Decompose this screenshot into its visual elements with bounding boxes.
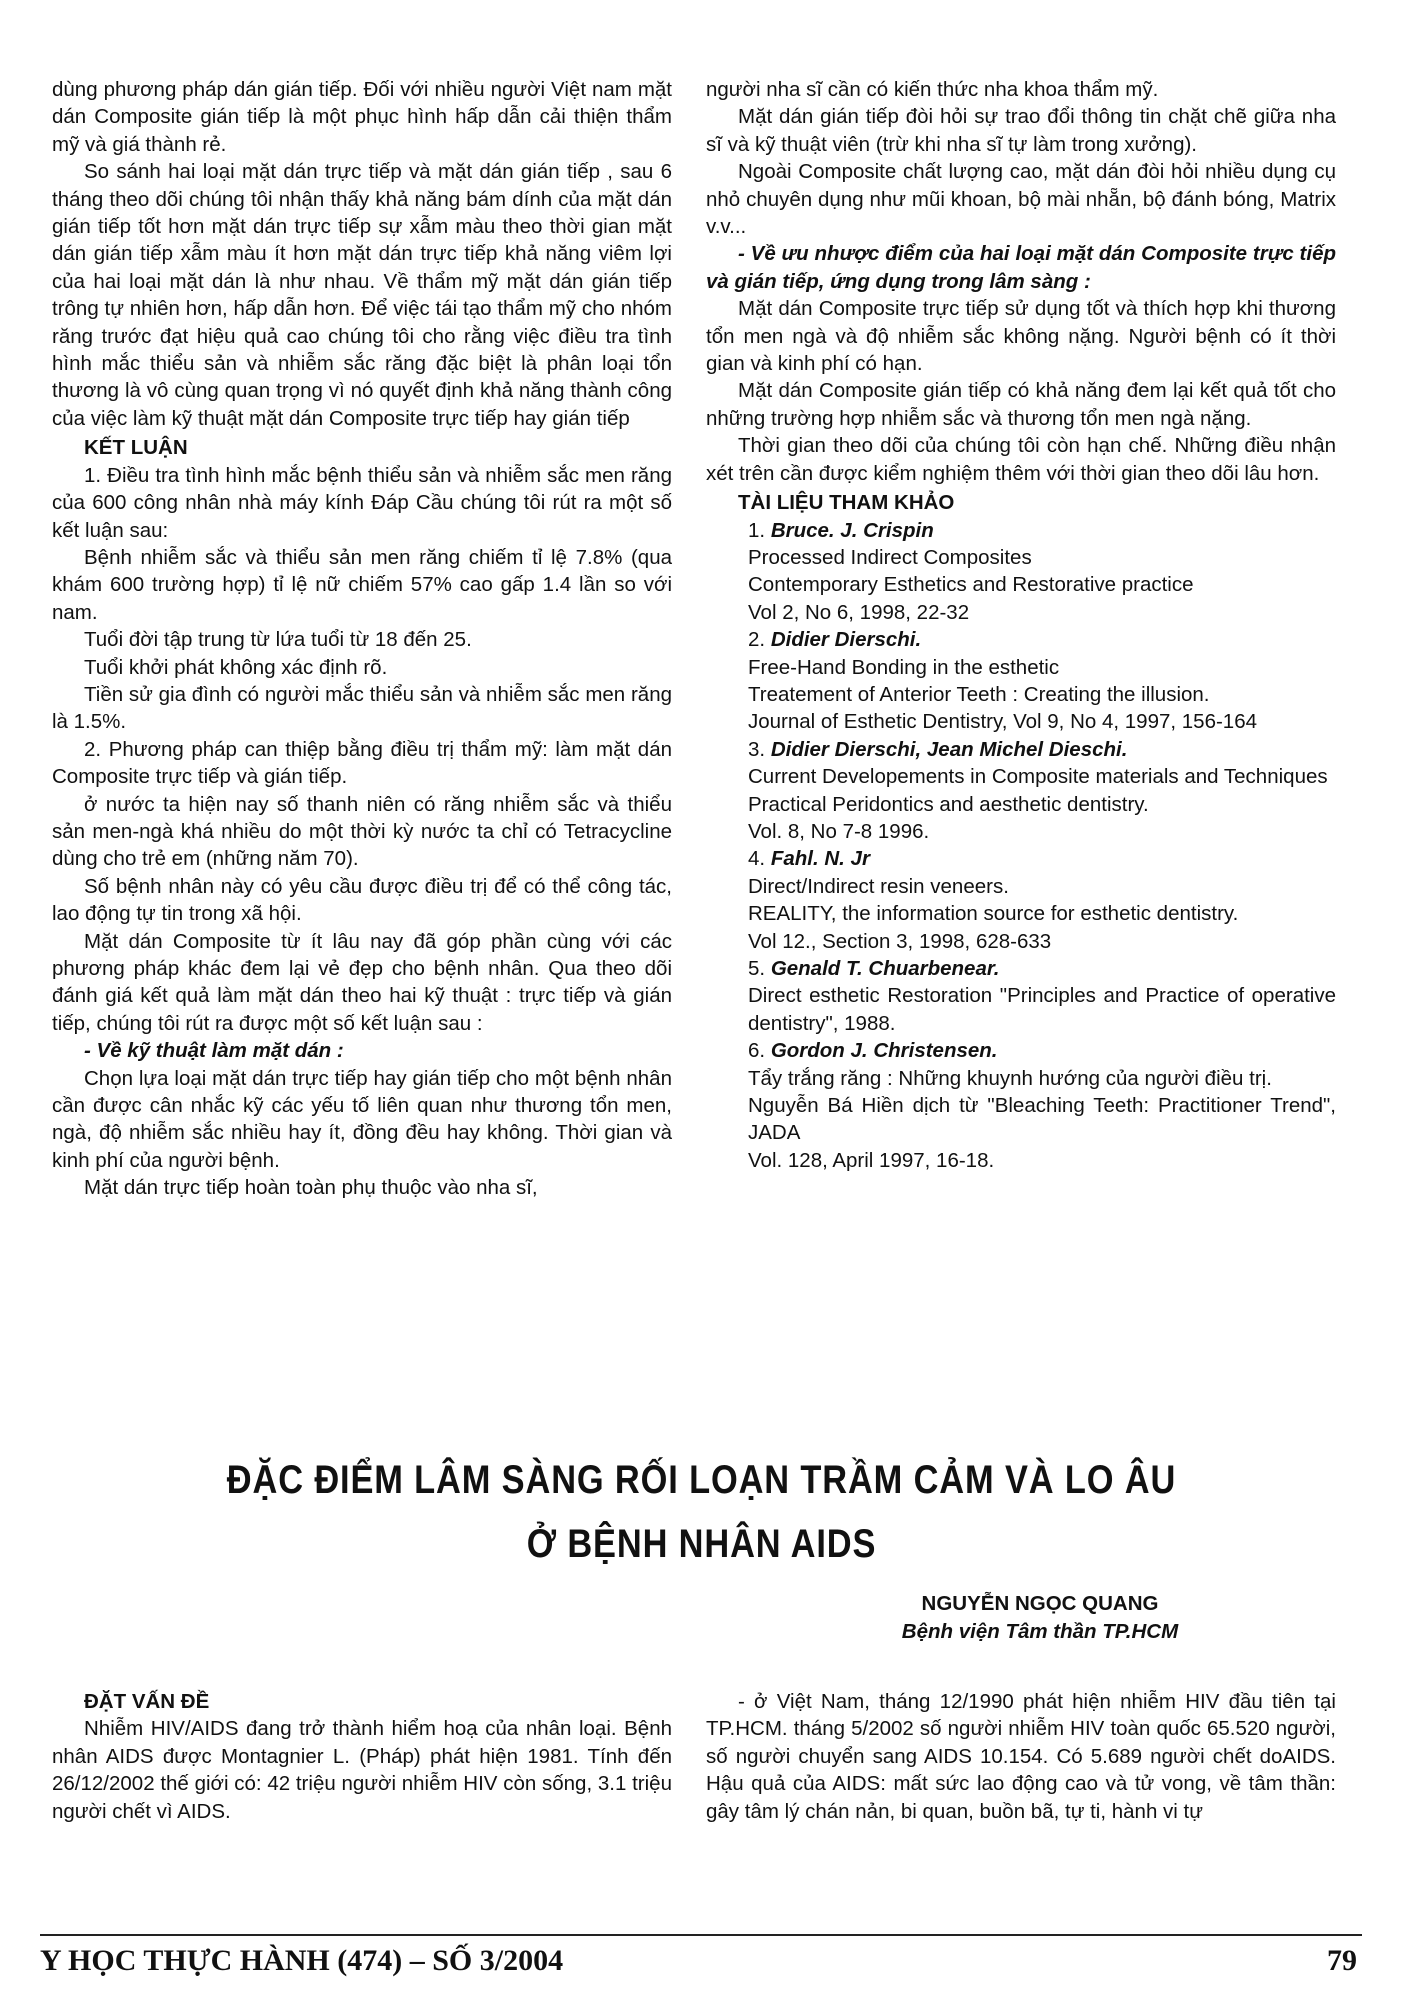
reference-author-line	[706, 736, 1336, 763]
body-paragraph: Ngoài Composite chất lượng cao, mặt dán đòi hỏi nhiều dụng cụ nhỏ chuyên dụng như mũi khoan, bộ mài nhẵn, bộ đánh bóng, Matrix v.v...	[706, 160, 1336, 239]
reference-line: Nguyễn Bá Hiền dịch từ "Bleaching Teeth: Practitioner Trend", JADA	[748, 1094, 1336, 1145]
body-paragraph: Mặt dán trực tiếp hoàn toàn phụ thuộc vào nha sĩ,	[84, 1176, 538, 1200]
body-paragraph: Mặt dán gián tiếp đòi hỏi sự trao đổi thông tin chặt chẽ giữa nha sĩ và kỹ thuật viên (trừ khi nha sĩ tự làm trong xưởng).	[706, 105, 1336, 156]
reference-line: Current Developements in Composite materials and Techniques	[748, 765, 1328, 789]
reference-author: Bruce. J. Crispin	[770, 518, 934, 542]
reference-list	[706, 517, 1336, 1175]
left-column-bottom	[52, 1688, 672, 1825]
body-paragraph: Mặt dán Composite từ ít lâu nay đã góp phần cùng với các phương pháp khác đem lại vẻ đẹp cho bệnh nhân. Qua theo dõi đánh giá kết quả làm mặt dán theo hai kỹ thuật : trực tiếp và gián tiếp, chúng tôi rút ra được một số kết luận sau :	[52, 929, 672, 1035]
body-paragraph: Số bệnh nhân này có yêu cầu được điều trị để có thể công tác, lao động tự tin trong xã hội.	[52, 874, 672, 926]
reference-line: Journal of Esthetic Dentistry, Vol 9, No 4, 1997, 156-164	[748, 710, 1257, 734]
reference-author-line	[706, 626, 1336, 653]
body-paragraph: 1. Điều tra tình hình mắc bệnh thiểu sản và nhiễm sắc men răng của 600 công nhân nhà máy kính Đáp Cầu chúng tôi rút ra một số kết luận sau:	[52, 463, 672, 542]
journal-footer: Y HỌC THỰC HÀNH (474) – SỐ 3/2004	[40, 1944, 564, 1977]
body-paragraph: Bệnh nhiễm sắc và thiểu sản men răng chiếm tỉ lệ 7.8% (qua khám 600 trường hợp) tỉ lệ nữ chiếm 57% cao gấp 1.4 lần so với nam.	[52, 545, 672, 624]
section-heading: ĐẶT VẤN ĐỀ	[84, 1690, 210, 1713]
reference-item	[706, 736, 1336, 846]
article-title-line-1: ĐẶC ĐIỂM LÂM SÀNG RỐI LOẠN TRẦM CẢM VÀ LO ÂU	[226, 1458, 1177, 1502]
reference-line: Free-Hand Bonding in the esthetic	[748, 655, 1060, 679]
reference-item	[706, 626, 1336, 736]
body-paragraph: Mặt dán Composite gián tiếp có khả năng đem lại kết quả tốt cho những trường hợp nhiễm sắc và thương tổn men ngà nặng.	[706, 379, 1336, 430]
footer-divider	[40, 1934, 1362, 1936]
body-paragraph: Mặt dán Composite trực tiếp sử dụng tốt và thích hợp khi thương tổn men ngà và độ nhiễm sắc không nặng. Người bệnh có ít thời gian và kinh phí có hạn.	[706, 297, 1336, 376]
reference-line: Direct esthetic Restoration "Principles and Practice of operative dentistry", 1988.	[748, 984, 1336, 1035]
reference-item	[706, 1037, 1336, 1174]
article-title-line-2: Ở BỆNH NHÂN AIDS	[526, 1522, 877, 1566]
article-title	[98, 1448, 1305, 1576]
section-heading: TÀI LIỆU THAM KHẢO	[738, 491, 955, 515]
reference-line: Practical Peridontics and aesthetic dentistry.	[748, 792, 1149, 816]
subsection-heading: - Về kỹ thuật làm mặt dán :	[84, 1039, 344, 1063]
reference-line: Tẩy trắng răng : Những khuynh hướng của người điều trị.	[748, 1066, 1272, 1090]
reference-item	[706, 845, 1336, 955]
reference-line: Vol 2, No 6, 1998, 22-32	[748, 600, 970, 624]
right-column-bottom	[706, 1688, 1336, 1825]
author-block	[860, 1590, 1220, 1646]
reference-author: Fahl. N. Jr	[770, 847, 870, 871]
reference-line: Vol. 8, No 7-8 1996.	[748, 819, 930, 843]
reference-author: Genald T. Chuarbenear.	[770, 957, 1000, 980]
reference-author: Didier Dierschi.	[770, 628, 922, 652]
body-paragraph: Nhiễm HIV/AIDS đang trở thành hiểm hoạ của nhân loại. Bệnh nhân AIDS được Montagnier L. (Pháp) phát hiện 1981. Tính đến 26/12/2002 thế giới có: 42 triệu người nhiễm HIV còn sống, 3.1 triệu người chết vì AIDS.	[52, 1717, 672, 1823]
left-column-top	[52, 76, 672, 1202]
section-heading: KẾT LUẬN	[84, 436, 188, 460]
body-paragraph: người nha sĩ cần có kiến thức nha khoa thẩm mỹ.	[706, 78, 1159, 101]
reference-line: REALITY, the information source for esthetic dentistry.	[748, 902, 1239, 926]
reference-number: 4.	[748, 847, 766, 871]
author-name: NGUYỄN NGỌC QUANG	[921, 1592, 1159, 1615]
subsection-heading: - Về ưu nhược điểm của hai loại mặt dán Composite trực tiếp và gián tiếp, ứng dụng trong lâm sàng :	[706, 242, 1336, 293]
reference-item	[706, 517, 1336, 627]
right-column-top	[706, 76, 1336, 1174]
reference-line: Vol. 128, April 1997, 16-18.	[748, 1148, 995, 1172]
reference-line: Direct/Indirect resin veneers.	[748, 874, 1009, 898]
author-affiliation: Bệnh viện Tâm thần TP.HCM	[901, 1620, 1179, 1643]
reference-number: 2.	[748, 628, 766, 652]
reference-number: 1.	[748, 518, 766, 542]
body-paragraph: Tuổi khởi phát không xác định rõ.	[84, 655, 388, 679]
reference-number: 6.	[748, 1039, 766, 1063]
reference-author: Gordon J. Christensen.	[770, 1039, 998, 1063]
body-paragraph: Chọn lựa loại mặt dán trực tiếp hay gián tiếp cho một bệnh nhân cần được cân nhắc kỹ các yếu tố liên quan như thương tổn men, ngà, độ nhiễm sắc nhiều hay ít, đồng đều hay không. Thời gian và kinh phí của người bệnh.	[52, 1066, 672, 1172]
reference-line: Processed Indirect Composites	[748, 545, 1032, 569]
body-paragraph: Tuổi đời tập trung từ lứa tuổi từ 18 đến 25.	[84, 628, 472, 652]
body-paragraph: dùng phương pháp dán gián tiếp. Đối với nhiều người Việt nam mặt dán Composite gián tiếp là một phục hình hấp dẫn cải thiện thẩm mỹ và giá thành rẻ.	[52, 78, 672, 156]
body-paragraph: 2. Phương pháp can thiệp bằng điều trị thẩm mỹ: làm mặt dán Composite trực tiếp và gián tiếp.	[52, 737, 672, 789]
reference-line: Contemporary Esthetics and Restorative practice	[748, 573, 1194, 597]
body-paragraph: So sánh hai loại mặt dán trực tiếp và mặt dán gián tiếp , sau 6 tháng theo dõi chúng tôi nhận thấy khả năng bám dính của mặt dán gián tiếp tốt hơn mặt dán trực tiếp sự xẫm màu theo thời gian mặt dán gián tiếp xẫm màu ít hơn mặt dán trực tiếp khả năng viêm lợi của hai loại mặt dán là như nhau. Về thẩm mỹ mặt dán gián tiếp trông tự nhiên hơn, hấp dẫn hơn. Để việc tái tạo thẩm mỹ cho nhóm răng trước đạt hiệu quả cao chúng tôi cho rằng việc điều tra tình hình mắc thiểu sản và nhiễm sắc răng đặc biệt là phân loại tổn thương là vô cùng quan trọng vì nó quyết định khả năng thành công của việc làm kỹ thuật mặt dán Composite trực tiếp hay gián tiếp	[52, 160, 672, 430]
reference-author-line	[706, 955, 1336, 982]
reference-line: Treatement of Anterior Teeth : Creating the illusion.	[748, 682, 1210, 706]
body-paragraph: Thời gian theo dõi của chúng tôi còn hạn chế. Những điều nhận xét trên cần được kiểm nghiệm thêm với thời gian theo dõi lâu hơn.	[706, 434, 1336, 485]
body-paragraph: Tiền sử gia đình có người mắc thiểu sản và nhiễm sắc men răng là 1.5%.	[52, 682, 672, 734]
reference-line: Vol 12., Section 3, 1998, 628-633	[748, 929, 1052, 953]
reference-author-line	[706, 1037, 1336, 1064]
reference-number: 3.	[748, 737, 766, 761]
page-number: 79	[1327, 1944, 1357, 1977]
body-paragraph: - ở Việt Nam, tháng 12/1990 phát hiện nhiễm HIV đầu tiên tại TP.HCM. tháng 5/2002 số người nhiễm HIV toàn quốc 65.520 người, số người chuyển sang AIDS 10.154. Có 5.689 người chết doAIDS. Hậu quả của AIDS: mất sức lao động cao và tử vong, về tâm thần: gây tâm lý chán nản, bi quan, buồn bã, tự ti, hành vi tự	[706, 1690, 1336, 1823]
reference-number: 5.	[748, 957, 766, 980]
reference-item	[706, 955, 1336, 1037]
reference-author-line	[706, 845, 1336, 872]
body-paragraph: ở nước ta hiện nay số thanh niên có răng nhiễm sắc và thiểu sản men-ngà khá nhiều do một thời kỳ nước ta chỉ có Tetracycline dùng cho trẻ em (những năm 70).	[52, 792, 672, 871]
reference-author-line	[706, 517, 1336, 544]
reference-author: Didier Dierschi, Jean Michel Dieschi.	[770, 737, 1128, 761]
